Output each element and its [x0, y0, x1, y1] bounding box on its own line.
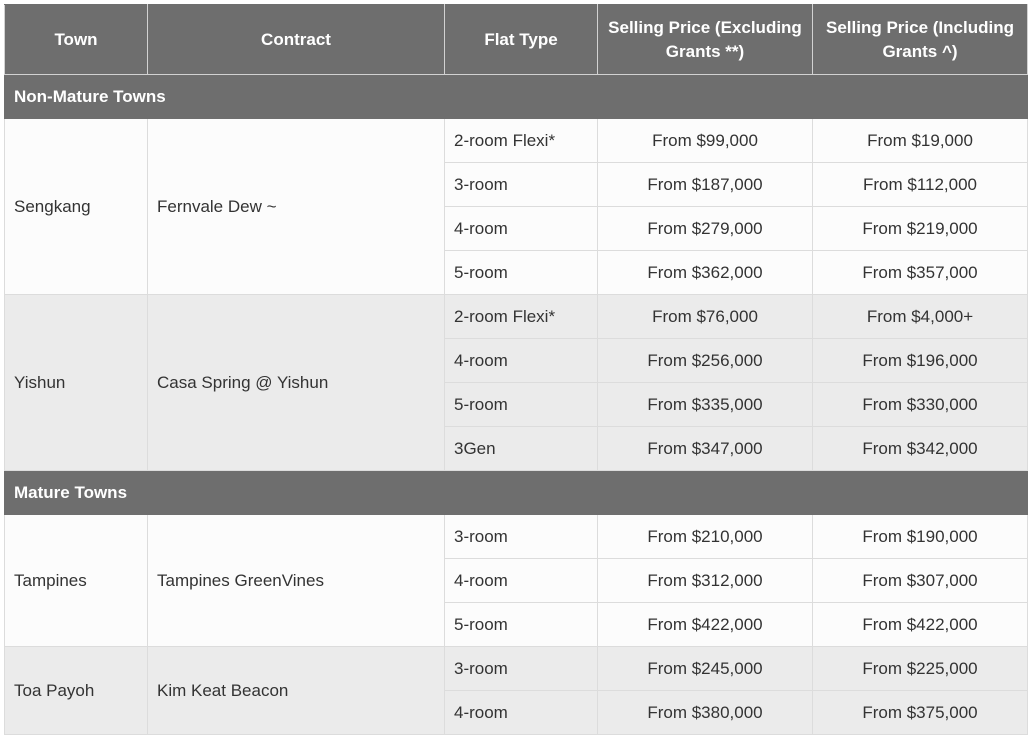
table-body	[5, 75, 1028, 735]
flat-type-cell: 3-room	[445, 515, 598, 559]
price-excluding-grants-cell: From $256,000	[598, 339, 813, 383]
contract-cell: Kim Keat Beacon	[148, 647, 445, 735]
price-including-grants-cell: From $219,000	[813, 207, 1028, 251]
price-excluding-grants-cell: From $347,000	[598, 427, 813, 471]
header-contract: Contract	[148, 5, 445, 75]
price-including-grants-cell: From $196,000	[813, 339, 1028, 383]
price-excluding-grants-cell: From $312,000	[598, 559, 813, 603]
flat-price-table	[4, 4, 1028, 735]
price-including-grants-cell: From $19,000	[813, 119, 1028, 163]
price-including-grants-cell: From $4,000+	[813, 295, 1028, 339]
price-excluding-grants-cell: From $210,000	[598, 515, 813, 559]
header-price-including-grants: Selling Price (Including Grants ^)	[813, 5, 1028, 75]
price-including-grants-cell: From $307,000	[813, 559, 1028, 603]
section-header-row	[5, 75, 1028, 119]
price-excluding-grants-cell: From $76,000	[598, 295, 813, 339]
table-row	[5, 119, 1028, 163]
flat-type-cell: 4-room	[445, 339, 598, 383]
price-excluding-grants-cell: From $380,000	[598, 691, 813, 735]
flat-type-cell: 5-room	[445, 603, 598, 647]
section-header-row	[5, 471, 1028, 515]
section-title: Mature Towns	[5, 471, 1028, 515]
table-row	[5, 515, 1028, 559]
flat-type-cell: 3-room	[445, 163, 598, 207]
price-including-grants-cell: From $190,000	[813, 515, 1028, 559]
price-including-grants-cell: From $375,000	[813, 691, 1028, 735]
flat-type-cell: 4-room	[445, 559, 598, 603]
header-price-excluding-grants: Selling Price (Excluding Grants **)	[598, 5, 813, 75]
town-cell: Tampines	[5, 515, 148, 647]
flat-type-cell: 3Gen	[445, 427, 598, 471]
table-row	[5, 295, 1028, 339]
flat-type-cell: 3-room	[445, 647, 598, 691]
price-including-grants-cell: From $357,000	[813, 251, 1028, 295]
contract-cell: Casa Spring @ Yishun	[148, 295, 445, 471]
flat-type-cell: 5-room	[445, 251, 598, 295]
flat-type-cell: 2-room Flexi*	[445, 119, 598, 163]
price-excluding-grants-cell: From $335,000	[598, 383, 813, 427]
price-excluding-grants-cell: From $187,000	[598, 163, 813, 207]
price-excluding-grants-cell: From $422,000	[598, 603, 813, 647]
table-header-row	[5, 5, 1028, 75]
price-excluding-grants-cell: From $362,000	[598, 251, 813, 295]
price-including-grants-cell: From $112,000	[813, 163, 1028, 207]
price-including-grants-cell: From $422,000	[813, 603, 1028, 647]
town-cell: Toa Payoh	[5, 647, 148, 735]
price-excluding-grants-cell: From $279,000	[598, 207, 813, 251]
header-town: Town	[5, 5, 148, 75]
price-including-grants-cell: From $225,000	[813, 647, 1028, 691]
flat-type-cell: 4-room	[445, 691, 598, 735]
table-row	[5, 647, 1028, 691]
header-flat-type: Flat Type	[445, 5, 598, 75]
contract-cell: Fernvale Dew ~	[148, 119, 445, 295]
flat-type-cell: 2-room Flexi*	[445, 295, 598, 339]
price-excluding-grants-cell: From $245,000	[598, 647, 813, 691]
town-cell: Yishun	[5, 295, 148, 471]
price-including-grants-cell: From $342,000	[813, 427, 1028, 471]
section-title: Non-Mature Towns	[5, 75, 1028, 119]
price-including-grants-cell: From $330,000	[813, 383, 1028, 427]
price-excluding-grants-cell: From $99,000	[598, 119, 813, 163]
flat-type-cell: 5-room	[445, 383, 598, 427]
flat-type-cell: 4-room	[445, 207, 598, 251]
contract-cell: Tampines GreenVines	[148, 515, 445, 647]
price-table-container	[4, 4, 1027, 735]
town-cell: Sengkang	[5, 119, 148, 295]
